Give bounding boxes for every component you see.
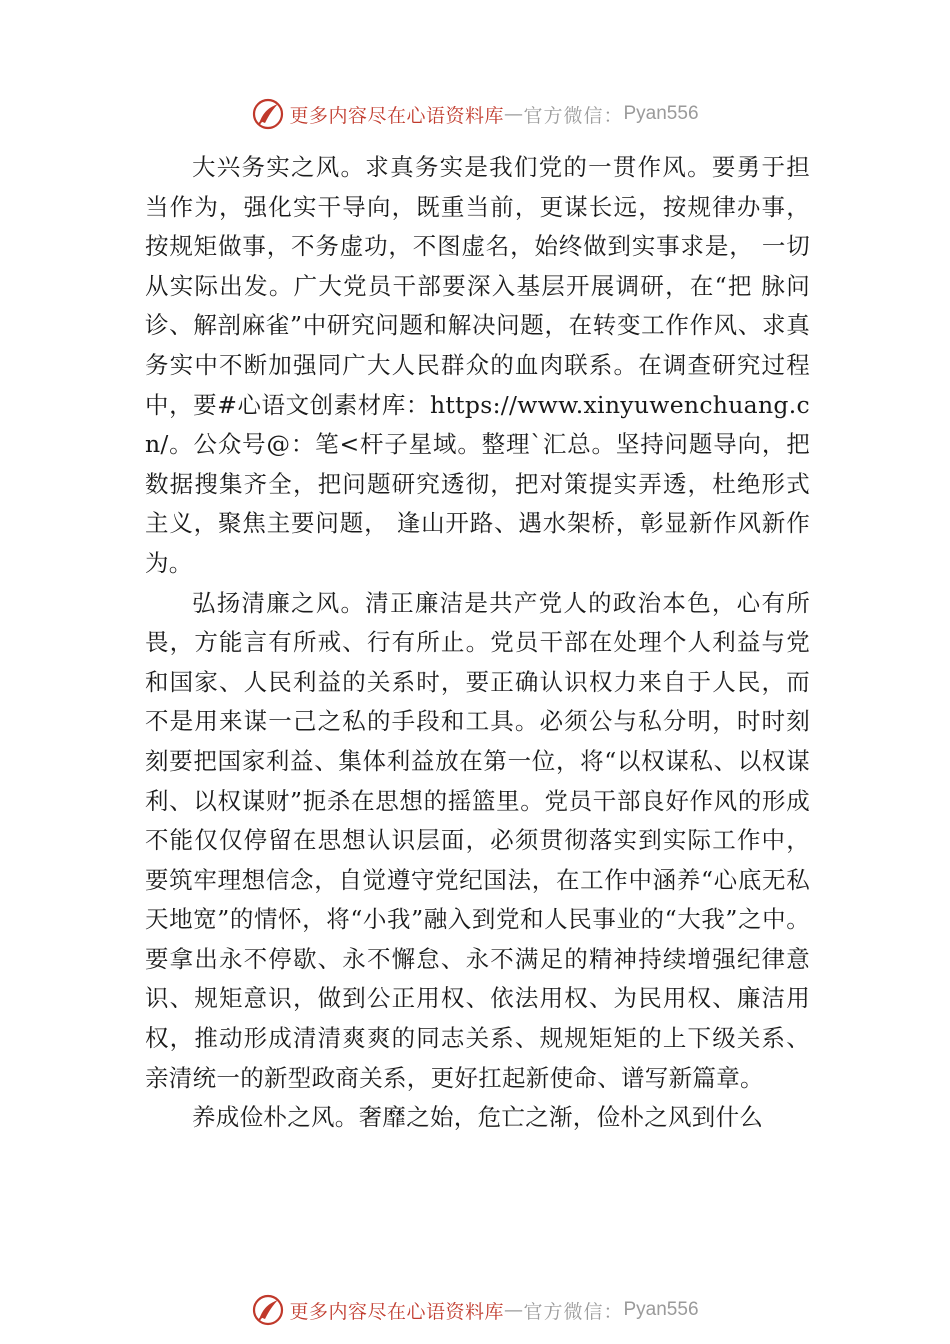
header-dash: — <box>503 103 524 125</box>
paragraph-1: 大兴务实之风。求真务实是我们党的一贯作风。要勇于担当作为，强化实干导向，既重当前，更谋长远，按规律办事，按规矩做事，不务虚功，不图虚名，始终做到实事求是， 一切从实际出发。广大党员干部要深入基层开展调研，在“把 脉问诊、解剖麻雀”中研究问题和解决问题，在转变工作作风、求真务实中不断加强同广大人民群众的血肉联系。在调查研究过程中，要#心语文创素材库：https://www.xinyuwenchuang.cn/。公众号@：笔<杆子星域。整理`汇总。坚持问题导向，把数据搜集齐全，把问题研究透彻，把对策提实弄透，杜绝形式主义，聚焦主要问题， 逢山开路、遇水架桥，彰显新作风新作为。 <box>145 153 810 577</box>
footer-dash: — <box>503 1299 524 1321</box>
header-wechat-label: 官方微信： <box>523 104 624 127</box>
brand-logo-icon <box>251 97 285 131</box>
footer-banner <box>0 1290 950 1330</box>
paragraph-2: 弘扬清廉之风。清正廉洁是共产党人的政治本色，心有所畏，方能言有所戒、行有所止。党员干部在处理个人利益与党和国家、人民利益的关系时，要正确认识权力来自于人民，而不是用来谋一己之私的手段和工具。必须公与私分明，时时刻刻要把国家利益、集体利益放在第一位，将“以权谋私、以权谋利、以权谋财”扼杀在思想的摇篮里。党员干部良好作风的形成不能仅仅停留在思想认识层面，必须贯彻落实到实际工作中，要筑牢理想信念，自觉遵守党纪国法，在工作中涵养“心底无私天地宽”的情怀，将“小我”融入到党和人民事业的“大我”之中。要拿出永不停歇、永不懈怠、永不满足的精神持续增强纪律意识、规矩意识，做到公正用权、依法用权、为民用权、廉洁用权，推动形成清清爽爽的同志关系、规规矩矩的上下级关系、亲清统一的新型政商关系，更好扛起新使命、谱写新篇章。 <box>145 588 810 1092</box>
document-body <box>145 148 810 1138</box>
paragraph-3: 养成俭朴之风。奢靡之始，危亡之渐，俭朴之风到什么 <box>192 1103 764 1132</box>
brand-logo-icon <box>251 1293 285 1327</box>
header-account: Pyan556 <box>623 103 699 124</box>
footer-slogan: 更多内容尽在心语资料库 <box>289 1300 504 1323</box>
footer-account: Pyan556 <box>623 1299 699 1320</box>
footer-wechat-label: 官方微信： <box>523 1300 624 1323</box>
header-banner <box>0 94 950 134</box>
header-slogan: 更多内容尽在心语资料库 <box>289 104 504 127</box>
